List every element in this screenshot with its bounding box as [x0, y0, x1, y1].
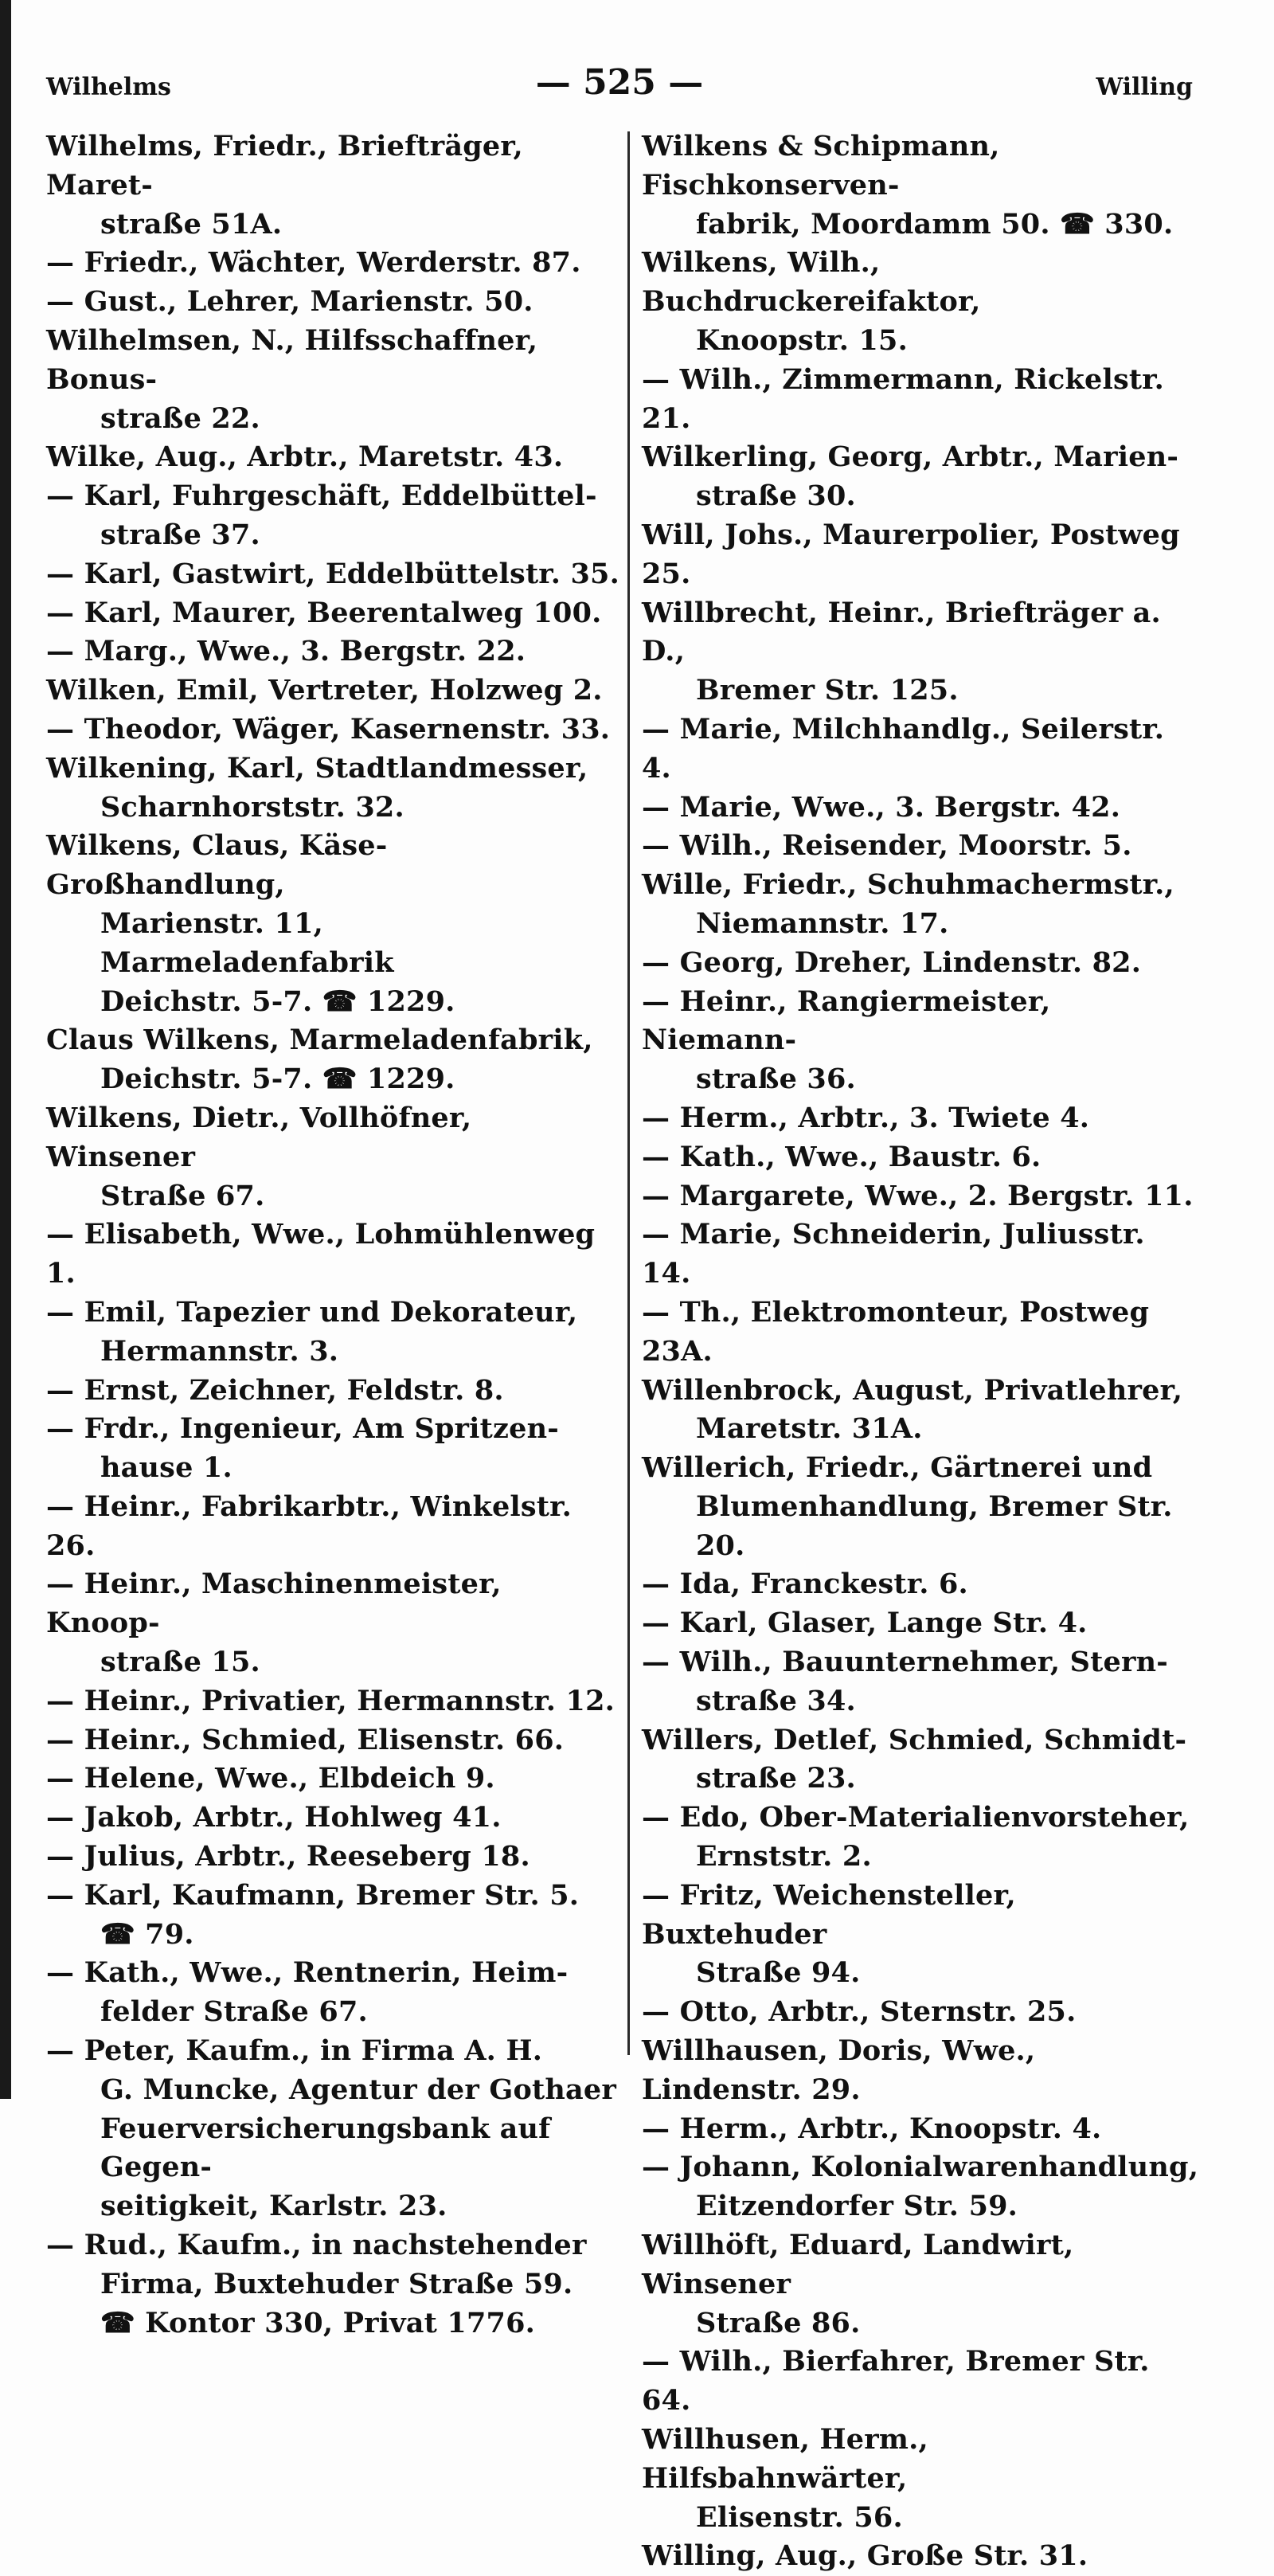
directory-entry	[642, 2537, 1203, 2576]
entry-continuation-line: Straße 67.	[100, 1179, 265, 1212]
directory-entry	[46, 244, 619, 283]
directory-entry	[46, 555, 619, 594]
entry-line: — Otto, Arbtr., Sternstr. 25.	[642, 1995, 1077, 2029]
entry-continuation-line: straße 37.	[100, 518, 260, 551]
entry-continuation-line: straße 36.	[696, 1063, 856, 1096]
entry-continuation-line: Marienstr. 11, Marmeladenfabrik	[100, 906, 394, 979]
directory-entry	[46, 2226, 619, 2343]
directory-entry	[46, 711, 619, 750]
directory-entry	[642, 1138, 1203, 1177]
entry-line: Wilkens & Schipmann, Fischkonserven-	[642, 130, 1010, 202]
directory-entry	[46, 322, 619, 438]
entry-continuation-line: Scharnhorststr. 32.	[100, 790, 404, 824]
entry-line: Wilken, Emil, Vertreter, Holzweg 2.	[46, 674, 603, 707]
entry-continuation-line: straße 30.	[696, 480, 856, 513]
entry-continuation-line: Hermannstr. 3.	[100, 1334, 339, 1368]
directory-entry	[46, 438, 619, 477]
directory-entry	[642, 711, 1203, 789]
entry-line: — Wilh., Zimmermann, Rickelstr. 21.	[642, 362, 1174, 435]
directory-entry	[642, 1177, 1203, 1216]
column-divider	[627, 131, 630, 2055]
entry-line: — Karl, Glaser, Lange Str. 4.	[642, 1607, 1088, 1640]
entry-line: — Karl, Maurer, Beerentalweg 100.	[46, 596, 602, 629]
entry-continuation-line: Eitzendorfer Str. 59.	[696, 2190, 1018, 2223]
directory-entry	[46, 1954, 619, 2032]
right-column	[642, 127, 1203, 2576]
directory-entry	[642, 789, 1203, 828]
directory-entry	[46, 1488, 619, 1566]
entry-line: — Margarete, Wwe., 2. Bergstr. 11.	[642, 1179, 1194, 1212]
directory-entry	[642, 866, 1203, 944]
entry-line: — Karl, Gastwirt, Eddelbüttelstr. 35.	[46, 557, 619, 590]
entry-line: — Heinr., Schmied, Elisenstr. 66.	[46, 1723, 565, 1756]
directory-entry	[642, 244, 1203, 360]
directory-entry	[46, 127, 619, 244]
entry-continuation-line: straße 23.	[696, 1762, 856, 1795]
directory-entry	[642, 127, 1203, 244]
entry-line: Willhausen, Doris, Wwe., Lindenstr. 29.	[642, 2034, 1045, 2106]
directory-entry	[642, 1565, 1203, 1604]
directory-entry	[46, 2032, 619, 2226]
directory-entry	[642, 516, 1203, 594]
directory-entry	[46, 1799, 619, 1838]
entry-continuation-line: Bremer Str. 125.	[696, 674, 959, 707]
entry-line: — Wilh., Reisender, Moorstr. 5.	[642, 829, 1132, 863]
entry-line: — Heinr., Maschinenmeister, Knoop-	[46, 1568, 511, 1640]
entry-line: — Herm., Arbtr., 3. Twiete 4.	[642, 1101, 1090, 1134]
entry-line: Willerich, Friedr., Gärtnerei und	[642, 1451, 1153, 1485]
directory-entry	[642, 2421, 1203, 2537]
directory-entry	[642, 2226, 1203, 2343]
entry-continuation-line: Deichstr. 5-7. ☎ 1229.	[100, 985, 455, 1018]
entry-line: — Fritz, Weichensteller, Buxtehuder	[642, 1878, 1026, 1951]
entry-line: Willers, Detlef, Schmied, Schmidt-	[642, 1723, 1187, 1756]
entry-line: — Helene, Wwe., Elbdeich 9.	[46, 1762, 495, 1795]
directory-entry	[642, 1721, 1203, 1799]
directory-entry	[46, 1294, 619, 1372]
entry-line: Wilkens, Wilh., Buchdruckereifaktor,	[642, 246, 981, 319]
entry-line: — Heinr., Privatier, Hermannstr. 12.	[46, 1684, 616, 1717]
entry-continuation-line: Elisenstr. 56.	[696, 2500, 903, 2534]
entry-line: — Ida, Franckestr. 6.	[642, 1568, 968, 1601]
directory-entry	[642, 1604, 1203, 1643]
directory-entry	[642, 438, 1203, 516]
directory-entry	[46, 1682, 619, 1721]
directory-entry	[46, 1721, 619, 1760]
header-left-keyword: Wilhelms	[46, 73, 171, 101]
directory-entry	[642, 1099, 1203, 1138]
entry-line: — Friedr., Wächter, Werderstr. 87.	[46, 246, 581, 280]
entry-continuation-line: Niemannstr. 17.	[696, 906, 949, 940]
directory-entry	[46, 1838, 619, 1877]
entry-line: Wilkens, Claus, Käse-Großhandlung,	[46, 829, 388, 902]
directory-entry	[642, 1294, 1203, 1372]
entry-continuation-line: straße 51A.	[100, 207, 283, 241]
directory-entry	[642, 1372, 1203, 1450]
directory-entry	[46, 477, 619, 555]
entry-continuation-line: Straße 94.	[696, 1956, 861, 1990]
directory-entry	[642, 1877, 1203, 1993]
entry-line: Wilkerling, Georg, Arbtr., Marien-	[642, 440, 1179, 474]
left-column	[46, 127, 619, 2343]
entry-continuation-line: ☎ Kontor 330, Privat 1776.	[100, 2306, 536, 2339]
directory-entry	[46, 1760, 619, 1799]
entry-line: — Rud., Kaufm., in nachstehender	[46, 2229, 587, 2262]
entry-continuation-line: G. Muncke, Agentur der Gothaer	[100, 2073, 617, 2106]
entry-line: Claus Wilkens, Marmeladenfabrik,	[46, 1024, 593, 1057]
entry-line: — Heinr., Fabrikarbtr., Winkelstr. 26.	[46, 1490, 582, 1562]
directory-entry	[642, 983, 1203, 1099]
entry-continuation-line: Ernststr. 2.	[696, 1840, 872, 1873]
entry-continuation-line: straße 15.	[100, 1646, 260, 1679]
entry-line: — Ernst, Zeichner, Feldstr. 8.	[46, 1373, 504, 1407]
entry-line: — Marg., Wwe., 3. Bergstr. 22.	[46, 635, 526, 668]
directory-entry	[46, 750, 619, 828]
entry-line: — Julius, Arbtr., Reeseberg 18.	[46, 1840, 530, 1873]
entry-continuation-line: Straße 86.	[696, 2306, 861, 2339]
entry-continuation-line: Blumenhandlung, Bremer Str. 20.	[696, 1490, 1183, 1562]
directory-entry	[46, 671, 619, 711]
directory-entry	[642, 2343, 1203, 2421]
entry-line: Wilkens, Dietr., Vollhöfner, Winsener	[46, 1101, 482, 1173]
entry-line: Wilkening, Karl, Stadtlandmesser,	[46, 751, 588, 785]
directory-entry	[642, 2148, 1203, 2226]
directory-entry	[642, 944, 1203, 983]
entry-line: Willhusen, Herm., Hilfsbahnwärter,	[642, 2423, 939, 2495]
directory-entry	[46, 1216, 619, 1294]
entry-line: — Karl, Kaufmann, Bremer Str. 5.	[46, 1878, 580, 1912]
directory-entry	[642, 1799, 1203, 1877]
directory-entry	[642, 2110, 1203, 2149]
entry-continuation-line: felder Straße 67.	[100, 1995, 368, 2029]
entry-continuation-line: seitigkeit, Karlstr. 23.	[100, 2190, 447, 2223]
entry-line: — Heinr., Rangiermeister, Niemann-	[642, 985, 1061, 1057]
entry-line: — Th., Elektromonteur, Postweg 23A.	[642, 1295, 1159, 1368]
directory-entry	[642, 2032, 1203, 2110]
entry-line: — Johann, Kolonialwarenhandlung,	[642, 2151, 1199, 2184]
entry-line: Wille, Friedr., Schuhmachermstr.,	[642, 868, 1174, 902]
entry-line: — Theodor, Wäger, Kasernenstr. 33.	[46, 712, 611, 746]
entry-line: — Elisabeth, Wwe., Lohmühlenweg 1.	[46, 1218, 605, 1290]
entry-line: Wilhelmsen, N., Hilfsschaffner, Bonus-	[46, 323, 548, 396]
page-edge-shadow	[0, 0, 11, 2099]
directory-entry	[642, 1993, 1203, 2032]
directory-entry	[46, 283, 619, 322]
directory-entry	[642, 361, 1203, 439]
entry-line: Willenbrock, August, Privatlehrer,	[642, 1373, 1183, 1407]
entry-line: — Wilh., Bierfahrer, Bremer Str. 64.	[642, 2345, 1160, 2417]
entry-line: — Karl, Fuhrgeschäft, Eddelbüttel-	[46, 480, 597, 513]
entry-line: Willbrecht, Heinr., Briefträger a. D.,	[642, 596, 1171, 668]
entry-line: — Marie, Milchhandlg., Seilerstr. 4.	[642, 712, 1174, 785]
entry-line: — Peter, Kaufm., in Firma A. H.	[46, 2034, 543, 2068]
page-header	[46, 62, 1193, 110]
entry-line: — Marie, Wwe., 3. Bergstr. 42.	[642, 790, 1121, 824]
directory-entry	[46, 594, 619, 633]
directory-entry	[46, 1372, 619, 1411]
entry-continuation-line: Knoopstr. 15.	[696, 323, 908, 357]
directory-entry	[46, 1021, 619, 1099]
entry-line: Will, Johs., Maurerpolier, Postweg 25.	[642, 518, 1190, 590]
directory-entry	[46, 632, 619, 671]
entry-continuation-line: fabrik, Moordamm 50. ☎ 330.	[696, 207, 1174, 241]
entry-line: — Kath., Wwe., Rentnerin, Heim-	[46, 1956, 569, 1990]
directory-entry	[46, 1410, 619, 1488]
entry-line: — Georg, Dreher, Lindenstr. 82.	[642, 945, 1142, 979]
directory-entry	[46, 1565, 619, 1681]
directory-entry	[642, 1449, 1203, 1565]
entry-line: — Wilh., Bauunternehmer, Stern-	[642, 1646, 1168, 1679]
header-right-keyword: Willing	[1096, 73, 1193, 101]
entry-continuation-line: Deichstr. 5-7. ☎ 1229.	[100, 1063, 455, 1096]
directory-entry	[46, 1877, 619, 1955]
entry-line: — Gust., Lehrer, Marienstr. 50.	[46, 285, 533, 319]
entry-line: Willing, Aug., Große Str. 31.	[642, 2539, 1088, 2573]
entry-line: — Frdr., Ingenieur, Am Spritzen-	[46, 1412, 559, 1446]
directory-entry	[642, 594, 1203, 711]
page-number: — 525 —	[535, 62, 704, 103]
directory-entry	[642, 1216, 1203, 1294]
entry-continuation-line: hause 1.	[100, 1451, 233, 1485]
entry-line: — Jakob, Arbtr., Hohlweg 41.	[46, 1801, 502, 1834]
entry-line: Willhöft, Eduard, Landwirt, Winsener	[642, 2229, 1084, 2300]
directory-entry	[46, 827, 619, 1021]
entry-continuation-line: Maretstr. 31A.	[696, 1412, 923, 1446]
entry-continuation-line: Firma, Buxtehuder Straße 59.	[100, 2267, 573, 2300]
entry-line: — Emil, Tapezier und Dekorateur,	[46, 1295, 578, 1329]
entry-continuation-line: straße 34.	[696, 1684, 856, 1717]
entry-continuation-line: ☎ 79.	[100, 1917, 194, 1951]
entry-line: — Herm., Arbtr., Knoopstr. 4.	[642, 2112, 1102, 2145]
entry-line: — Edo, Ober-Materialienvorsteher,	[642, 1801, 1190, 1834]
entry-line: Wilhelms, Friedr., Briefträger, Maret-	[46, 130, 533, 202]
directory-entry	[46, 1099, 619, 1216]
entry-line: — Kath., Wwe., Baustr. 6.	[642, 1140, 1041, 1173]
entry-line: Wilke, Aug., Arbtr., Maretstr. 43.	[46, 440, 564, 474]
directory-entry	[642, 1643, 1203, 1721]
directory-entry	[642, 827, 1203, 866]
entry-continuation-line: straße 22.	[100, 401, 260, 435]
entry-line: — Marie, Schneiderin, Juliusstr. 14.	[642, 1218, 1155, 1290]
entry-continuation-line: Feuerversicherungsbank auf Gegen-	[100, 2112, 561, 2184]
